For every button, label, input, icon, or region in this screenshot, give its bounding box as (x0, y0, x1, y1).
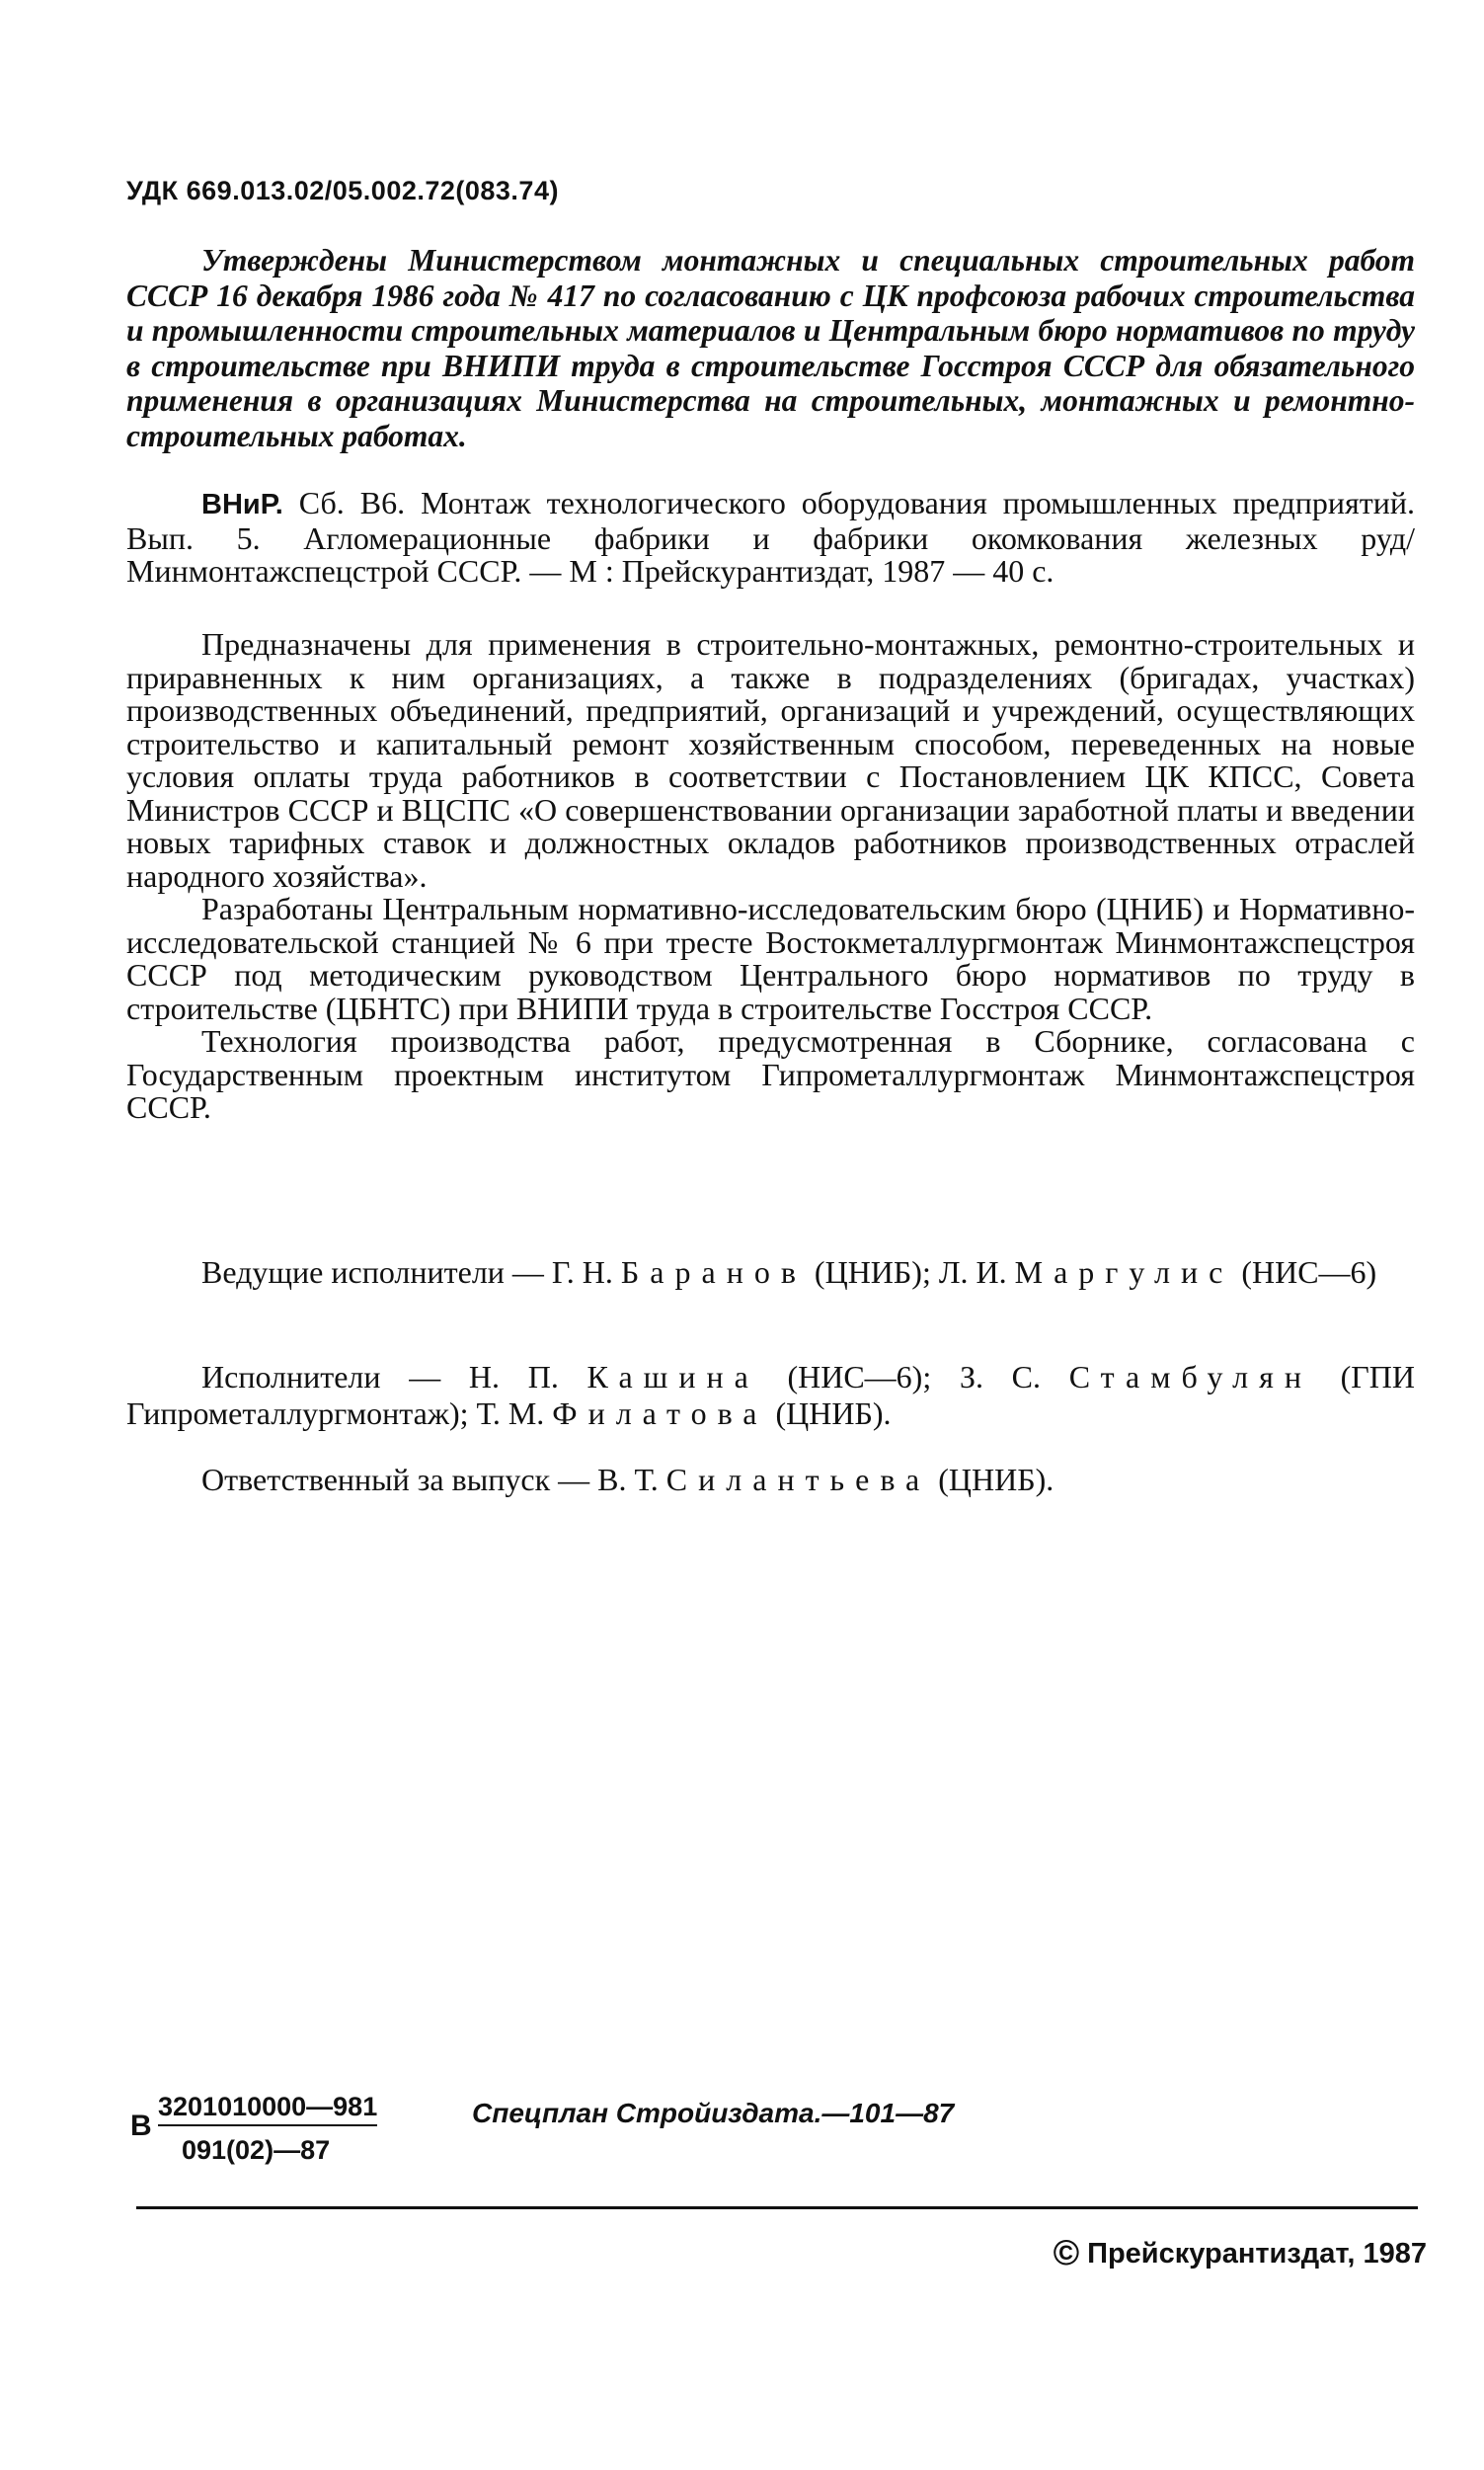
performer-initials: З. С. (959, 1359, 1069, 1394)
performer-org: (ГПИ Гипрометаллургмонтаж); (126, 1359, 1416, 1431)
performer-name: Стамбулян (1068, 1359, 1312, 1394)
copyright-icon: © (1053, 2232, 1080, 2272)
intro-paragraph-developers: Разработаны Центральным нормативно-исследовательским бюро (ЦНИБ) и Нормативно-исследовательской станцией № 6 при тресте Востокметаллургмонтаж Минмонтажспецстроя СССР под методическим руководством Центрального бюро нормативов по труду в строительстве (ЦБНТС) при ВНИПИ труда в строительстве Госстроя СССР. (126, 891, 1415, 1026)
performer-initials: Н. П. (468, 1359, 587, 1394)
responsible-initials: В. Т. (597, 1462, 666, 1497)
code-prefix: В (130, 2110, 152, 2142)
publishing-plan: Спецплан Стройиздата.—101—87 (472, 2098, 955, 2128)
responsible-name: Силантьева (665, 1462, 931, 1497)
bibliographic-entry (126, 487, 1415, 589)
code-denominator: 091(02)—87 (182, 2135, 331, 2165)
bibliographic-text: Сб. В6. Монтаж технологического оборудования промышленных предприятий. Вып. 5. Агломерационные фабрики и фабрики окомкования железных руд/Минмонтажспецстрой СССР. — М : Прейскурантиздат, 1987 — 40 с. (126, 485, 1415, 589)
performer-initials: Т. М. (476, 1395, 553, 1431)
performer-org: (НИС—6) (1233, 1254, 1377, 1290)
performer-name: Филатова (552, 1395, 768, 1431)
approval-statement: Утверждены Министерством монтажных и специальных строительных работ СССР 16 декабря 1986 года № 417 по согласованию с ЦК профсоюза рабочих строительства и промышленности строительных материалов и Центральным бюро нормативов по труду в строительстве при ВНИПИ труда в строительстве Госстроя СССР для обязательного применения в организациях Министерства на строительных, монтажных и ремонтно-строительных работах. (126, 243, 1415, 453)
intro-paragraph-purpose: Предназначены для применения в строительно-монтажных, ремонтно-строительных и приравненных к ним организациях, а также в подразделениях (бригадах, участках) производственных объединений, предприятий, организаций и учреждений, осуществляющих строительство и капитальный ремонт хозяйственным способом, переведенных на новые условия оплаты труда работников в соответствии с Постановлением ЦК КПСС, Совета Министров СССР и ВЦСПС «О совершенствовании организации заработной платы и введении новых тарифных ставок и должностных окладов работников производственных отраслей народного хозяйства». (126, 626, 1415, 894)
intro-section (126, 628, 1415, 1125)
performer-name: Баранов (620, 1254, 807, 1290)
responsible-org: (ЦНИБ). (930, 1462, 1054, 1497)
responsible-label: Ответственный за выпуск — (201, 1462, 598, 1497)
copyright-text: Прейскурантиздат, 1987 (1087, 2238, 1427, 2270)
performer-org: (ЦНИБ). (767, 1395, 892, 1431)
lead-performers-label: Ведущие исполнители — (201, 1254, 552, 1290)
performer-org: (НИС—6); (758, 1359, 960, 1394)
footer-divider (136, 2206, 1418, 2209)
performer-initials: Г. Н. (551, 1254, 621, 1290)
bibliographic-label: ВНиР. (201, 489, 283, 520)
udk-code: УДК 669.013.02/05.002.72(083.74) (126, 176, 559, 205)
performers-label: Исполнители — (201, 1359, 469, 1394)
copyright-notice (1054, 2232, 1427, 2273)
performer-name: Маргулис (1014, 1254, 1234, 1290)
performer-initials: Л. И. (938, 1254, 1015, 1290)
responsible-editor (126, 1462, 1415, 1498)
intro-paragraph-technology: Технология производства работ, предусмотренная в Сборнике, согласована с Государственным проектным институтом Гипрометаллургмонтаж Минмонтажспецстроя СССР. (126, 1023, 1415, 1125)
lead-performers (126, 1254, 1415, 1291)
performers (126, 1359, 1415, 1432)
performer-org: (ЦНИБ); (806, 1254, 939, 1290)
performer-name: Кашина (586, 1359, 759, 1394)
code-numerator: 3201010000—981 (158, 2092, 377, 2126)
